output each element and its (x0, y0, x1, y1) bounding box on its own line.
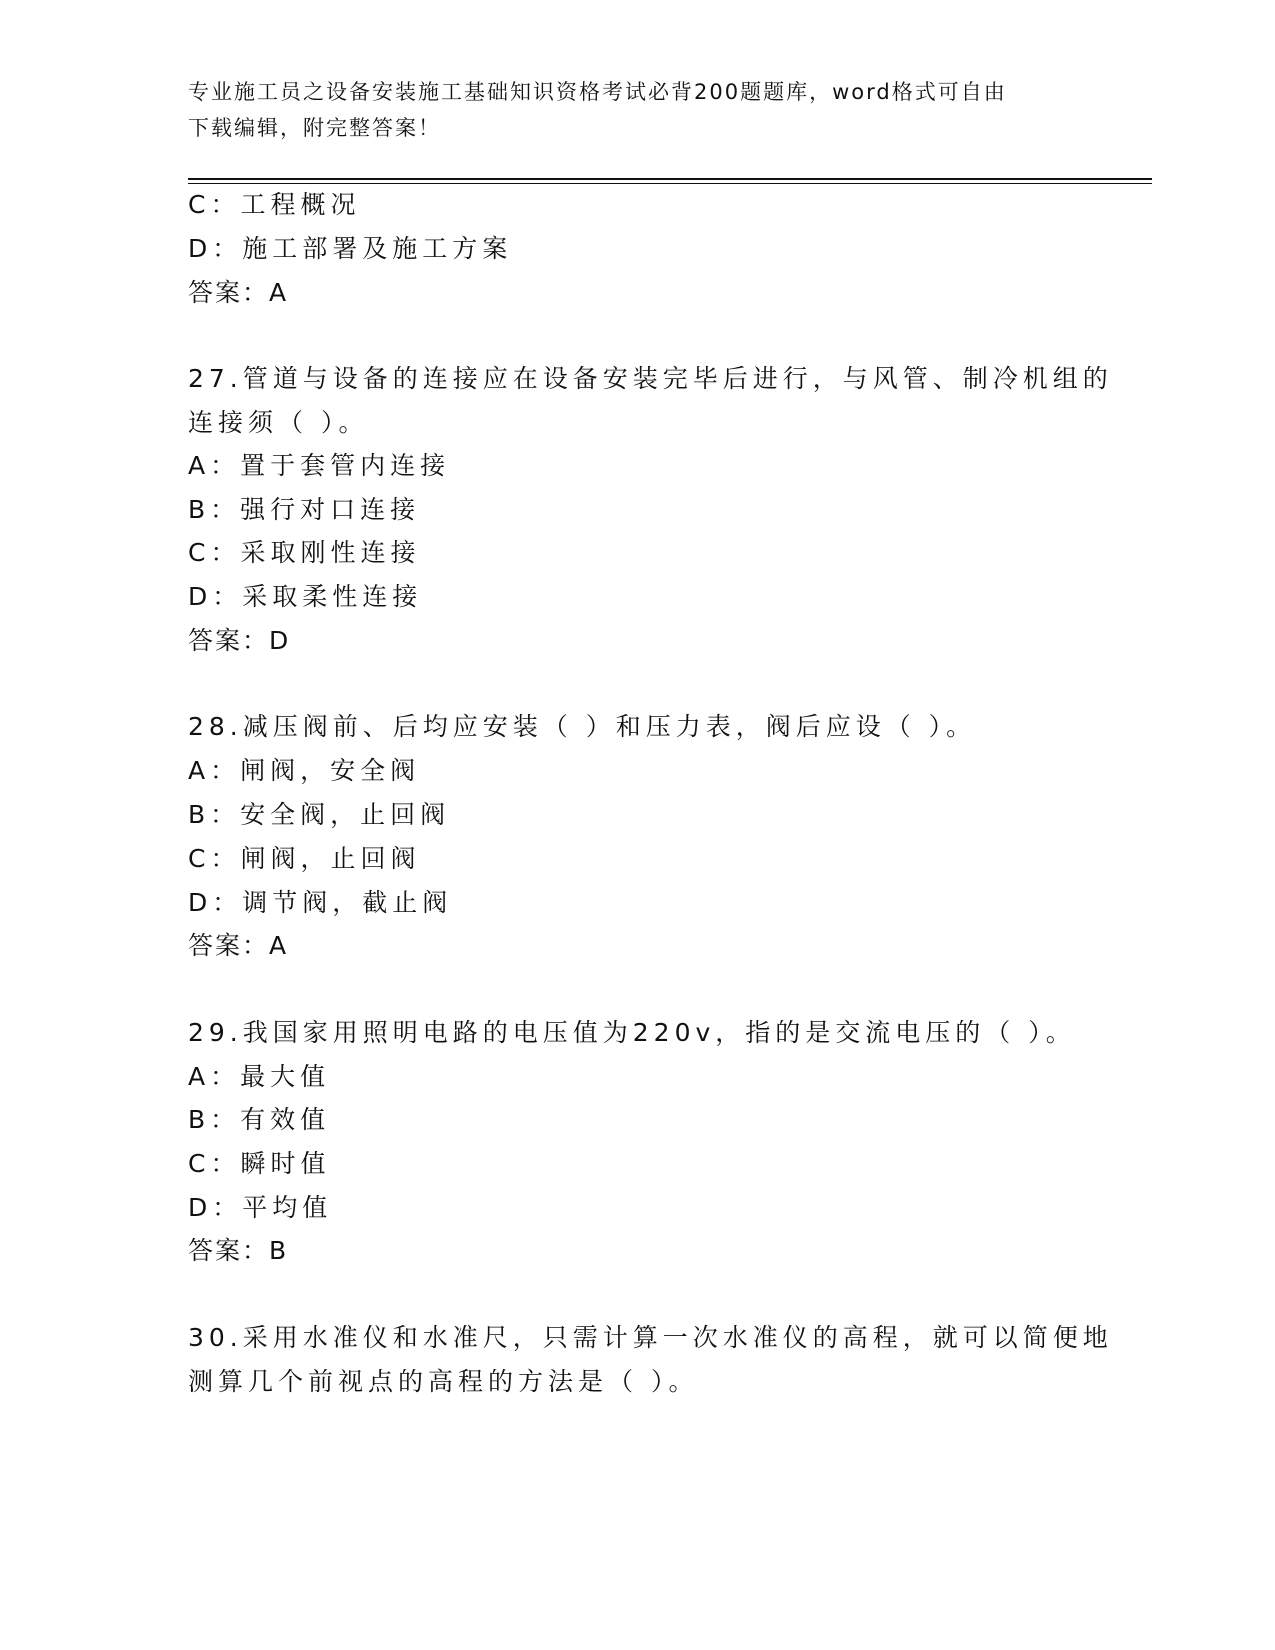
q28-option-c: C：闸阀，止回阀 (188, 844, 421, 873)
q30-stem-line-2: 测算几个前视点的高程的方法是（ ）。 (188, 1367, 699, 1396)
prev-option-c: C：工程概况 (188, 190, 361, 219)
q27-stem-line-1: 27.管道与设备的连接应在设备安装完毕后进行，与风管、制冷机组的 (188, 364, 1113, 393)
q28-stem-line-1: 28.减压阀前、后均应安装（ ）和压力表，阀后应设（ ）。 (188, 712, 977, 741)
q28-option-b: B：安全阀，止回阀 (188, 800, 451, 829)
header-title-line-2: 下载编辑，附完整答案！ (188, 116, 441, 140)
q30-stem-line-1: 30.采用水准仪和水准尺，只需计算一次水准仪的高程，就可以简便地 (188, 1323, 1113, 1352)
q29-stem-line-1: 29.我国家用照明电路的电压值为220v，指的是交流电压的（ ）。 (188, 1018, 1076, 1047)
q28-answer: 答案：A (188, 931, 289, 960)
q28-option-d: D：调节阀，截止阀 (188, 888, 453, 917)
document-header (188, 74, 1068, 146)
q27-option-c: C：采取刚性连接 (188, 538, 421, 567)
q29-answer: 答案：B (188, 1236, 289, 1265)
header-rule-thick (188, 178, 1152, 180)
prev-option-d: D：施工部署及施工方案 (188, 234, 513, 263)
header-title-line-1: 专业施工员之设备安装施工基础知识资格考试必背200题题库，word格式可自由 (188, 80, 1007, 104)
q27-answer: 答案：D (188, 626, 291, 655)
q27-option-b: B：强行对口连接 (188, 495, 421, 524)
q27-option-d: D：采取柔性连接 (188, 582, 423, 611)
q29-option-a: A：最大值 (188, 1062, 331, 1091)
q29-option-d: D：平均值 (188, 1193, 333, 1222)
q29-option-b: B：有效值 (188, 1105, 331, 1134)
q28-option-a: A：闸阀，安全阀 (188, 756, 421, 785)
q29-option-c: C：瞬时值 (188, 1149, 331, 1178)
q27-option-a: A：置于套管内连接 (188, 451, 451, 480)
prev-answer: 答案：A (188, 278, 289, 307)
q27-stem-line-2: 连接须（ ）。 (188, 408, 369, 437)
